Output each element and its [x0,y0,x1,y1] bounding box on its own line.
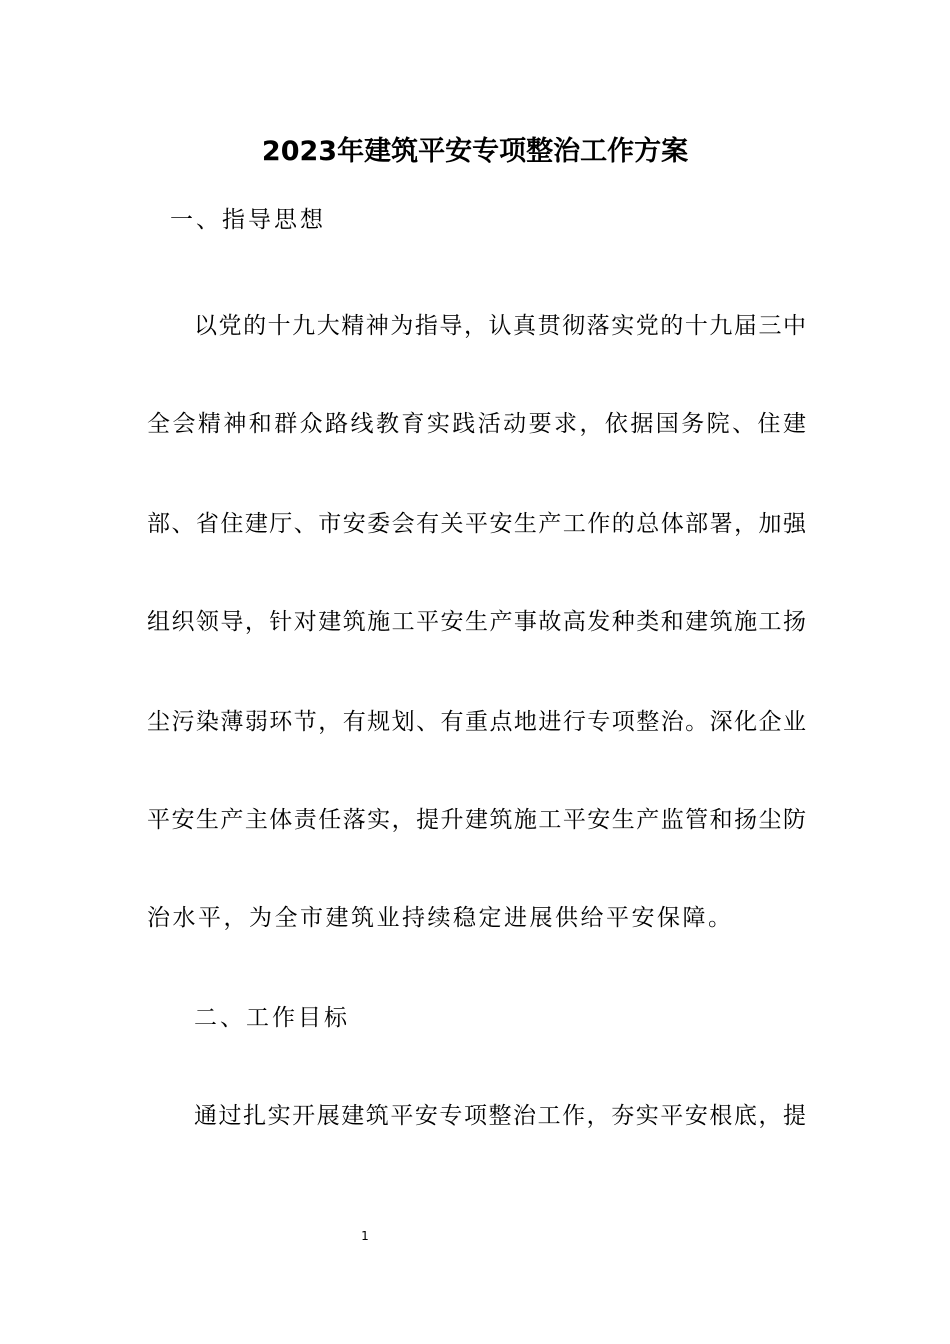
section-heading-guiding-ideology: 一、指导思想 [170,207,326,233]
paragraph-line: 全会精神和群众路线教育实践活动要求，依据国务院、住建 [147,411,807,437]
paragraph-line: 部、省住建厅、市安委会有关平安生产工作的总体部署，加强 [147,511,807,537]
paragraph-line: 以党的十九大精神为指导，认真贯彻落实党的十九届三中 [194,313,807,339]
paragraph-line: 尘污染薄弱环节，有规划、有重点地进行专项整治。深化企业 [147,709,807,735]
paragraph-line: 治水平，为全市建筑业持续稳定进展供给平安保障。 [147,905,734,931]
paragraph-line: 组织领导，针对建筑施工平安生产事故高发种类和建筑施工扬 [147,609,807,635]
paragraph-line: 平安生产主体责任落实，提升建筑施工平安生产监管和扬尘防 [147,807,807,833]
section-heading-work-goals: 二、工作目标 [194,1005,350,1031]
page-number: 1 [361,1229,369,1243]
document-title: 2023年建筑平安专项整治工作方案 [261,136,689,167]
paragraph-line: 通过扎实开展建筑平安专项整治工作，夯实平安根底，提 [194,1103,807,1129]
